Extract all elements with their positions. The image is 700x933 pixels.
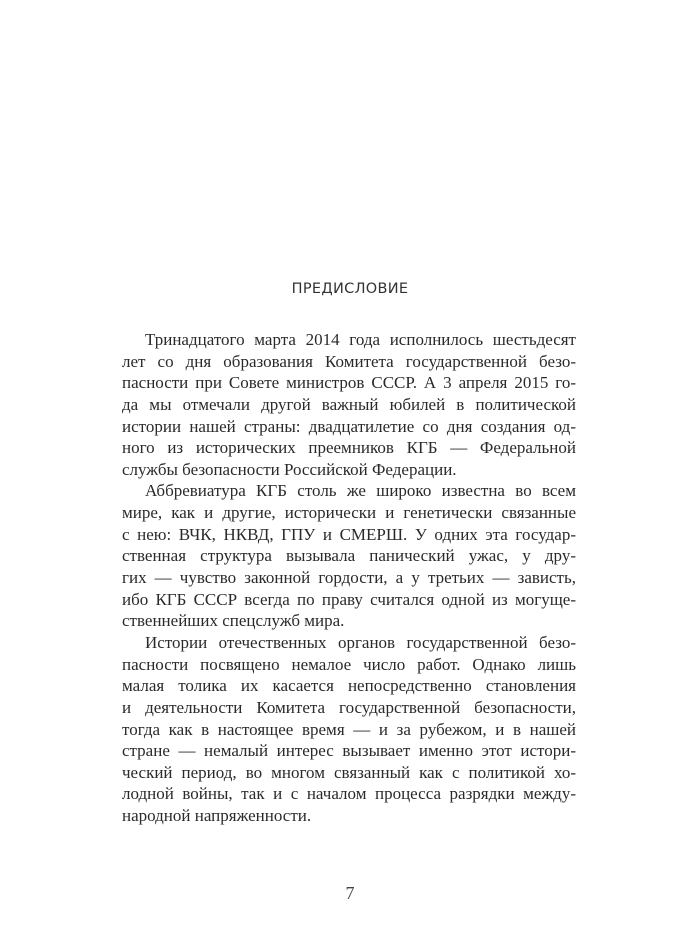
text-line: службы безопасности Российской Федерации. [122, 459, 457, 479]
text-line: ственнейших спецслужб мира. [122, 611, 345, 631]
text-line: мире, как и другие, исторически и генетически связанные [122, 503, 576, 523]
text-line: гих — чувство законной гордости, а у третьих — зависть, [122, 568, 576, 588]
paragraph [122, 329, 576, 480]
paragraph [122, 480, 576, 631]
text-line: пасности при Совете министров СССР. А 3 апреля 2015 го- [122, 373, 576, 393]
text-line: лет со дня образования Комитета государственной безо- [122, 351, 576, 371]
text-line: Тринадцатого марта 2014 года исполнилось шестьдесят [145, 330, 576, 349]
text-line: народной напряженности. [122, 806, 312, 826]
page-number: 7 [345, 883, 355, 903]
text-line: ибо КГБ СССР всегда по праву считался одной из могуще- [122, 589, 576, 609]
text-line: стране — немалый интерес вызывает именно этот истори- [122, 741, 576, 761]
text-line: истории нашей страны: двадцатилетие со дня создания од- [122, 416, 576, 436]
text-line: с нею: ВЧК, НКВД, ГПУ и СМЕРШ. У одних эта государ- [122, 524, 576, 544]
text-line: лодной войны, так и с началом процесса разрядки между- [122, 784, 576, 804]
body-text [122, 329, 576, 827]
text-line: Аббревиатура КГБ столь же широко известна во всем [145, 481, 576, 501]
text-line: малая толика их касается непосредственно становления [122, 676, 576, 696]
text-line: Истории отечественных органов государственной безо- [145, 632, 576, 652]
text-line: ческий период, во многом связанный как с политикой хо- [122, 762, 576, 782]
text-line: ного из исторических преемников КГБ — Федеральной [122, 438, 576, 458]
text-line: тогда как в настоящее время — и за рубежом, и в нашей [122, 719, 576, 739]
paragraph [122, 632, 576, 827]
text-line: ственная структура вызывала панический ужас, у дру- [122, 546, 576, 566]
chapter-heading: ПРЕДИСЛОВИЕ [291, 281, 409, 297]
text-line: пасности посвящено немалое число работ. Однако лишь [122, 654, 576, 674]
text-line: да мы отмечали другой важный юбилей в политической [122, 394, 576, 414]
text-line: и деятельности Комитета государственной безопасности, [122, 697, 576, 717]
